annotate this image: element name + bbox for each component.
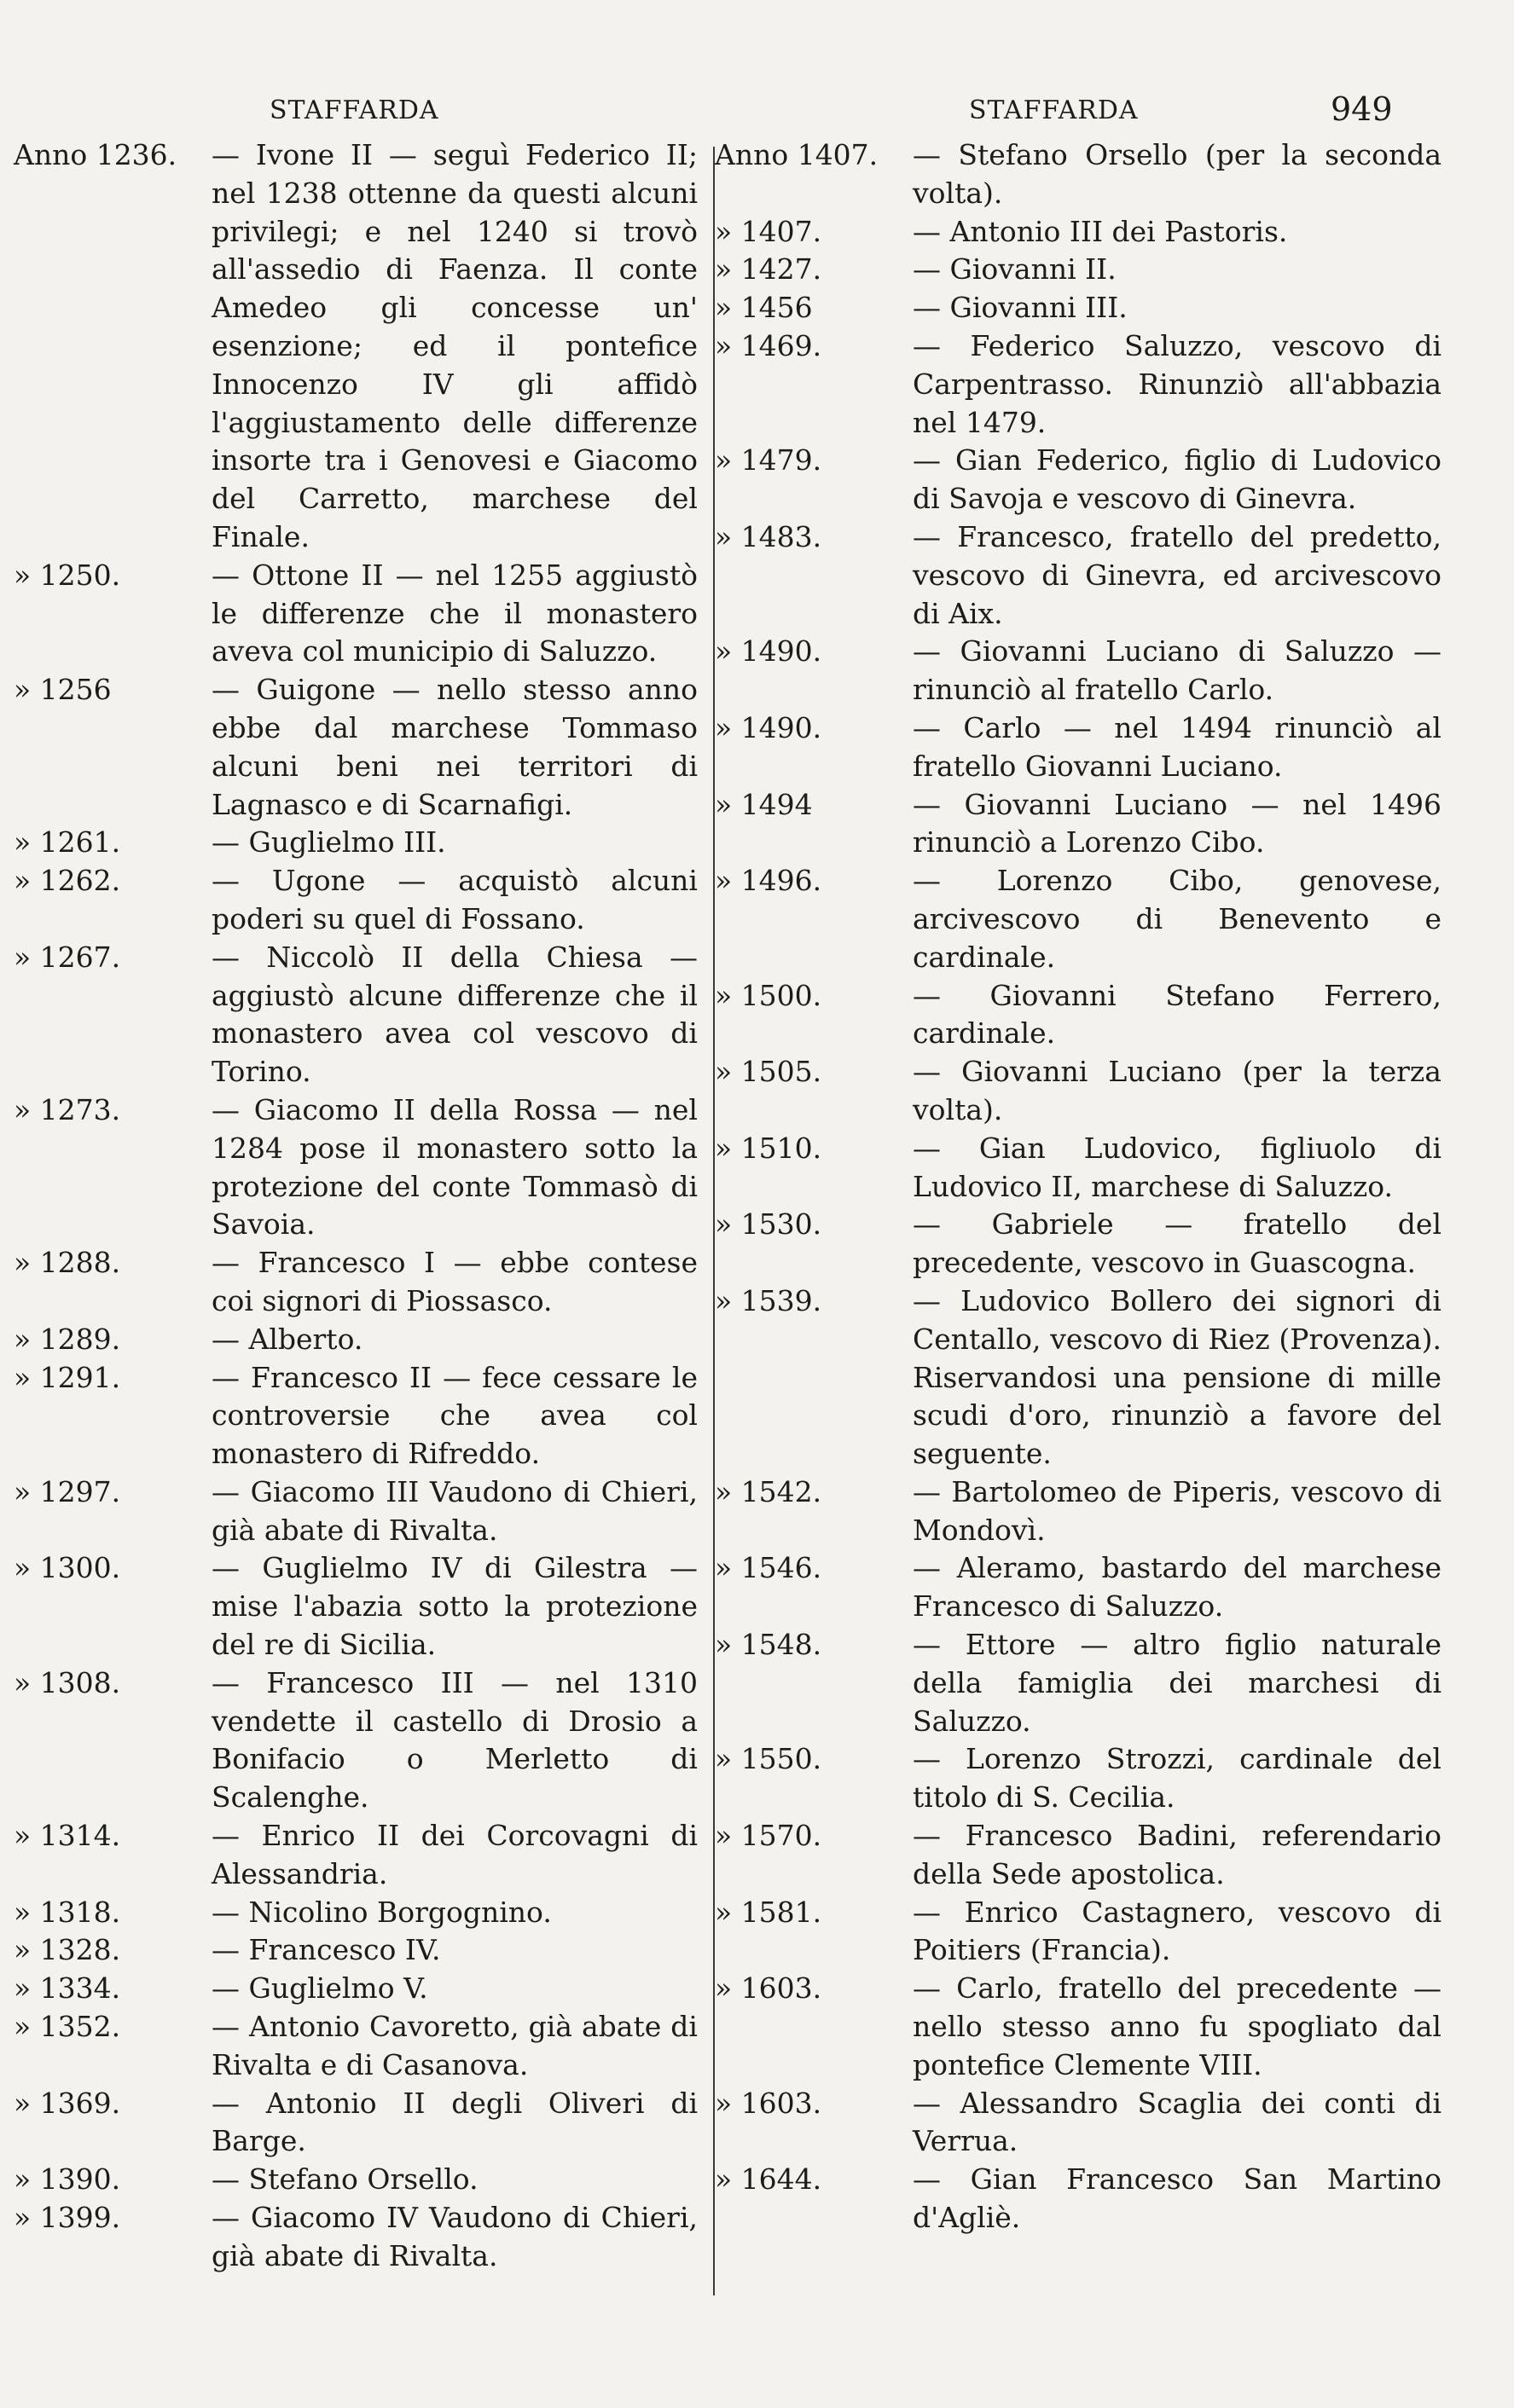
entry-text: — Ettore — altro figlio naturale della famiglia dei marchesi di Saluzzo. (913, 1628, 1441, 1738)
entry-year: » 1570. (715, 1819, 822, 1853)
abbot-entry (715, 1282, 1448, 1473)
entry-text: — Guigone — nello stesso anno ebbe dal marchese Tommaso alcuni beni nei territori di Lagnasco e di Scarnafigi. (212, 673, 698, 821)
entry-text: — Alberto. (212, 1322, 363, 1356)
entry-text: — Giovanni II. (913, 252, 1117, 287)
abbot-entry (14, 939, 705, 1091)
abbot-entry (14, 2085, 705, 2162)
entry-text: — Enrico II dei Corcovagni di Alessandria. (212, 1819, 698, 1890)
abbot-entry (715, 327, 1448, 442)
entry-text: — Nicolino Borgognino. (212, 1895, 552, 1929)
abbot-entry (715, 289, 1448, 327)
abbot-entry (715, 1894, 1448, 1971)
entry-text: — Ottone II — nel 1255 aggiustò le differenze che il monastero aveva col municipio di Saluzzo. (212, 558, 698, 669)
entry-year: » 1546. (715, 1551, 822, 1585)
abbot-entry (14, 1664, 705, 1817)
entry-year: » 1542. (715, 1474, 822, 1508)
entry-year: » 1469. (715, 328, 822, 362)
abbot-entry (14, 1931, 705, 1970)
abbot-entry (14, 1970, 705, 2008)
entry-year: » 1334. (14, 1971, 121, 2006)
abbot-entry (715, 1817, 1448, 1894)
entry-year: » 1500. (715, 978, 822, 1012)
entry-year: » 1369. (14, 2086, 121, 2120)
entry-year: » 1479. (715, 443, 822, 478)
abbot-entry (715, 213, 1448, 252)
entry-year: » 1291. (14, 1360, 121, 1394)
abbot-entry (14, 1244, 705, 1321)
entry-year: » 1300. (14, 1551, 121, 1585)
abbot-entry (14, 1549, 705, 1664)
entry-text: — Giacomo IV Vaudono di Chieri, già abate di Rivalta. (212, 2201, 698, 2272)
entry-text: — Ugone — acquistò alcuni poderi su quel di Fossano. (212, 864, 698, 935)
abbot-entry (14, 862, 705, 939)
entry-text: — Antonio II degli Oliveri di Barge. (212, 2086, 698, 2158)
abbot-entry (715, 709, 1448, 786)
abbot-entry (14, 1473, 705, 1550)
entry-year: Anno 1407. (715, 138, 879, 171)
entry-text: — Federico Saluzzo, vescovo di Carpentrasso. Rinunziò all'abbazia nel 1479. (913, 328, 1441, 439)
entry-text: — Gian Francesco San Martino d'Agliè. (913, 2162, 1441, 2235)
abbot-entry (715, 136, 1448, 213)
abbot-entry (14, 2008, 705, 2085)
entry-text: — Antonio III dei Pastoris. (913, 214, 1288, 248)
abbot-entry (715, 977, 1448, 1054)
abbot-entry (715, 1206, 1448, 1282)
page-number: 949 (1331, 90, 1393, 128)
entry-text: — Francesco III — nel 1310 vendette il castello di Drosio a Bonifacio o Merletto di Scalenghe. (212, 1665, 698, 1815)
entry-year: » 1261. (14, 825, 121, 860)
entry-text: — Gian Federico, figlio di Ludovico di Savoja e vescovo di Ginevra. (913, 443, 1441, 516)
abbot-entry (14, 1894, 705, 1932)
abbot-entry (715, 1053, 1448, 1130)
entry-text: — Giovanni Stefano Ferrero, cardinale. (913, 978, 1441, 1051)
right-column (715, 136, 1448, 2237)
entry-year: » 1273. (14, 1092, 121, 1126)
entry-text: — Francesco II — fece cessare le controversie che avea col monastero di Rifreddo. (212, 1360, 698, 1471)
abbot-entry (715, 2161, 1448, 2237)
abbot-entry (715, 786, 1448, 863)
entry-year: » 1318. (14, 1895, 121, 1929)
running-head-left: STAFFARDA (270, 96, 439, 125)
abbot-entry (715, 1549, 1448, 1626)
entry-text: — Stefano Orsello (per la seconda volta). (913, 138, 1441, 210)
entry-text: — Giacomo II della Rossa — nel 1284 pose il monastero sotto la protezione del conte Tommasò di Savoia. (212, 1092, 698, 1242)
abbot-entry (14, 671, 705, 824)
abbot-entry (14, 2199, 705, 2276)
entry-year: » 1581. (715, 1895, 822, 1929)
entry-year: » 1496. (715, 864, 822, 898)
entry-text: — Antonio Cavoretto, già abate di Rivalta e di Casanova. (212, 2010, 698, 2081)
entry-text: — Giovanni Luciano — nel 1496 rinunciò a Lorenzo Cibo. (913, 787, 1441, 860)
entry-year: » 1289. (14, 1322, 121, 1356)
entry-text: — Alessandro Scaglia dei conti di Verrua. (913, 2086, 1441, 2158)
entry-text: — Lorenzo Strozzi, cardinale del titolo di S. Cecilia. (913, 1742, 1441, 1815)
entry-year: » 1288. (14, 1246, 121, 1280)
abbot-entry (14, 1321, 705, 1359)
entry-year: » 1494 (715, 787, 813, 821)
abbot-entry (14, 2161, 705, 2199)
entry-year: » 1483. (715, 519, 822, 553)
entry-year: Anno 1236. (14, 138, 177, 171)
entry-text: — Francesco, fratello del predetto, vescovo di Ginevra, ed arcivescovo di Aix. (913, 519, 1441, 630)
entry-text: — Enrico Castagnero, vescovo di Poitiers (Francia). (913, 1895, 1441, 1967)
entry-text: — Carlo — nel 1494 rinunciò al fratello Giovanni Luciano. (913, 710, 1441, 783)
entry-text: — Bartolomeo de Piperis, vescovo di Mondovì. (913, 1474, 1441, 1547)
abbot-entry (715, 1130, 1448, 1207)
abbot-entry (14, 1359, 705, 1473)
abbot-entry (715, 862, 1448, 976)
entry-text: — Guglielmo V. (212, 1971, 428, 2006)
entry-text: — Ivone II — seguì Federico II; nel 1238 ottenne da questi alcuni privilegi; e nel 1240 si trovò all'assedio di Faenza. Il conte Amedeo gli concesse un' esenzione; ed il pontefice Innocenzo IV gli affidò l'aggiustamento delle differenze insorte tra i Genovesi e Giacomo del Carretto, marchese del Finale. (212, 138, 698, 553)
entry-year: » 1250. (14, 558, 121, 592)
entry-text: — Francesco IV. (212, 1933, 441, 1967)
running-head-right: STAFFARDA (969, 96, 1139, 125)
abbot-entry (14, 1817, 705, 1894)
entry-year: » 1407. (715, 214, 822, 248)
entry-year: » 1490. (715, 634, 822, 669)
entry-year: » 1603. (715, 1971, 822, 2006)
entry-text: — Guglielmo III. (212, 825, 446, 860)
entry-text: — Ludovico Bollero dei signori di Centallo, vescovo di Riez (Provenza). Riservandosi una pensione di mille scudi d'oro, rinunziò a favore del seguente. (913, 1283, 1441, 1471)
entry-year: » 1352. (14, 2010, 121, 2044)
abbot-entry (715, 633, 1448, 709)
entry-text: — Aleramo, bastardo del marchese Francesco di Saluzzo. (913, 1551, 1441, 1624)
entry-text: — Giacomo III Vaudono di Chieri, già abate di Rivalta. (212, 1474, 698, 1547)
entry-text: — Giovanni Luciano di Saluzzo — rinunciò al fratello Carlo. (913, 634, 1441, 707)
entry-year: » 1603. (715, 2086, 822, 2120)
entry-text: — Lorenzo Cibo, genovese, arcivescovo di Benevento e cardinale. (913, 864, 1441, 974)
entry-year: » 1510. (715, 1131, 822, 1165)
entry-year: » 1490. (715, 710, 822, 744)
entry-year: » 1297. (14, 1474, 121, 1508)
entry-text: — Stefano Orsello. (212, 2162, 479, 2197)
abbot-entry (14, 136, 705, 557)
entry-text: — Francesco I — ebbe contese coi signori di Piossasco. (212, 1246, 698, 1317)
abbot-entry (14, 824, 705, 862)
entry-year: » 1548. (715, 1628, 822, 1662)
abbot-entry (715, 1740, 1448, 1817)
entry-year: » 1256 (14, 673, 112, 707)
entry-text: — Gabriele — fratello del precedente, vescovo in Guascogna. (913, 1207, 1441, 1280)
abbot-entry (715, 2085, 1448, 2162)
entry-year: » 1456 (715, 291, 813, 325)
entry-year: » 1644. (715, 2162, 822, 2197)
abbot-entry (14, 1091, 705, 1244)
abbot-entry (14, 557, 705, 671)
entry-year: » 1399. (14, 2201, 121, 2235)
entry-text: — Guglielmo IV di Gilestra — mise l'abazia sotto la protezione del re di Sicilia. (212, 1551, 698, 1662)
entry-year: » 1539. (715, 1283, 822, 1317)
entry-text: — Giovanni Luciano (per la terza volta). (913, 1055, 1441, 1126)
entry-text: — Carlo, fratello del precedente — nello stesso anno fu spogliato dal pontefice Clemente VIII. (913, 1971, 1441, 2081)
entry-year: » 1267. (14, 940, 121, 974)
entry-text: — Francesco Badini, referendario della Sede apostolica. (913, 1819, 1441, 1890)
entry-year: » 1328. (14, 1933, 121, 1967)
abbot-entry (715, 1473, 1448, 1550)
entry-text: — Gian Ludovico, figliuolo di Ludovico II, marchese di Saluzzo. (913, 1131, 1441, 1203)
left-column (14, 136, 705, 2276)
entry-year: » 1262. (14, 864, 121, 898)
abbot-entry (715, 1626, 1448, 1740)
abbot-entry (715, 442, 1448, 518)
entry-year: » 1550. (715, 1742, 822, 1776)
entry-text: — Giovanni III. (913, 291, 1128, 325)
abbot-entry (715, 518, 1448, 633)
abbot-entry (715, 251, 1448, 289)
entry-year: » 1314. (14, 1819, 121, 1853)
entry-year: » 1427. (715, 252, 822, 287)
abbot-entry (715, 1970, 1448, 2084)
entry-year: » 1530. (715, 1207, 822, 1242)
entry-year: » 1390. (14, 2162, 121, 2197)
entry-year: » 1505. (715, 1055, 822, 1089)
entry-text: — Niccolò II della Chiesa — aggiustò alcune differenze che il monastero avea col vescovo di Torino. (212, 940, 698, 1089)
entry-year: » 1308. (14, 1665, 121, 1699)
